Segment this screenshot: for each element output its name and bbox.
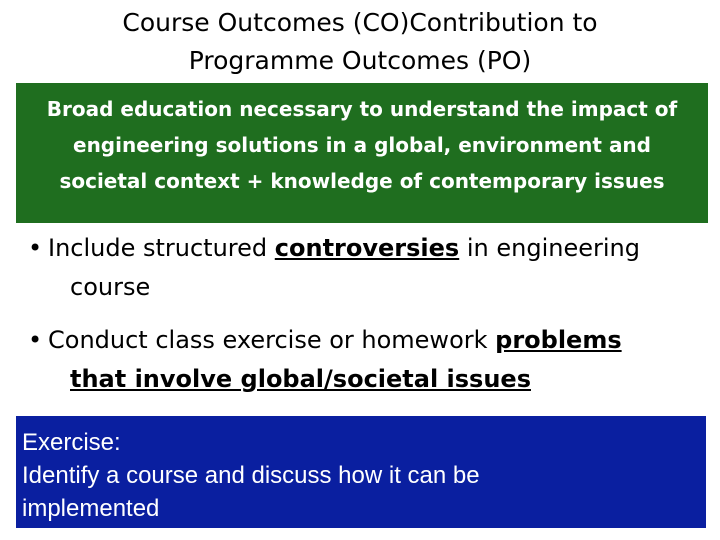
bullet-text: Include structured [48, 234, 275, 262]
programme-outcome-line-1: Broad education necessary to understand the impact of [46, 97, 678, 121]
bullet-text: in engineering [459, 234, 640, 262]
bullet-line [48, 229, 708, 268]
slide-title [0, 4, 720, 80]
exercise-line-2: Identify a course and discuss how it can be [22, 462, 480, 489]
bullet-marker: • [28, 326, 43, 354]
bullet-marker: • [28, 234, 43, 262]
exercise-box [16, 416, 706, 528]
bullet-line-continued: course [70, 273, 151, 301]
bullet-item-controversies [28, 229, 708, 307]
programme-outcome-line-3: societal context + knowledge of contemporary issues [59, 169, 665, 193]
bullet-item-problems [28, 321, 708, 399]
slide-title-line-2: Programme Outcomes (PO) [188, 46, 532, 75]
bullet-emphasis: problems [495, 326, 622, 354]
slide-title-line-1: Course Outcomes (CO)Contribution to [122, 8, 598, 37]
programme-outcome-line-2: engineering solutions in a global, environment and [73, 133, 651, 157]
bullet-emphasis-continued: that involve global/societal issues [70, 365, 531, 393]
exercise-line-3: implemented [22, 495, 160, 522]
exercise-heading: Exercise: [22, 429, 121, 456]
bullet-line [48, 321, 708, 360]
programme-outcome-box [16, 83, 708, 223]
bullet-text: Conduct class exercise or homework [48, 326, 496, 354]
bullet-emphasis: controversies [274, 234, 460, 262]
